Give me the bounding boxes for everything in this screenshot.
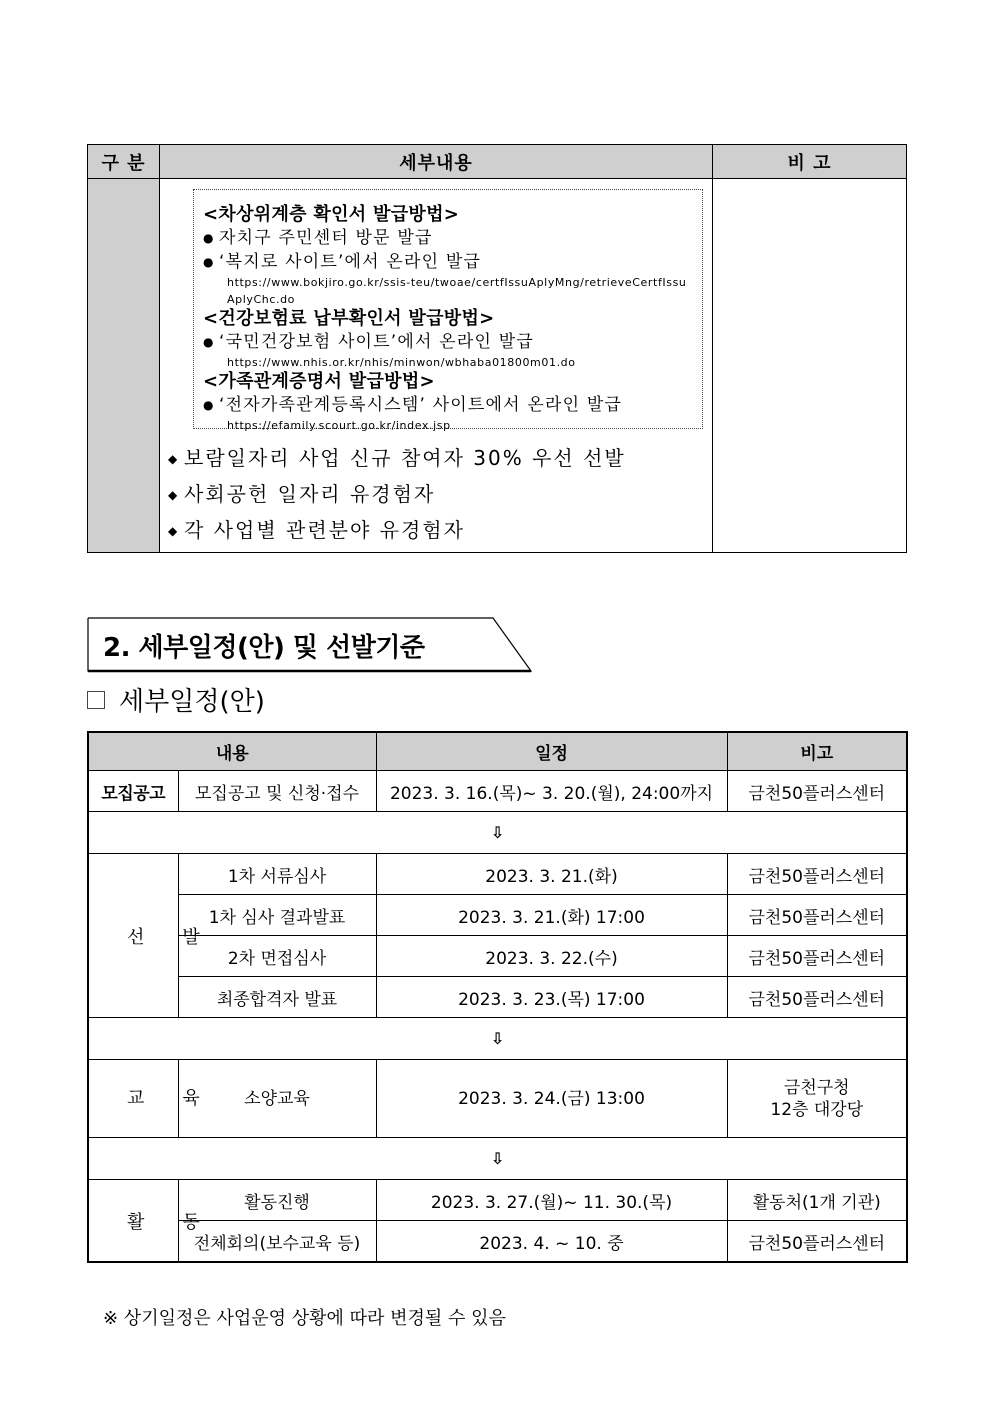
item-cell: 전체회의(보수교육 등) (178, 1221, 376, 1263)
item-cell: 최종합격자 발표 (178, 977, 376, 1018)
date-cell: 2023. 3. 21.(화) (376, 854, 727, 895)
section-title-box (87, 617, 532, 672)
date-cell: 2023. 3. 24.(금) 13:00 (376, 1060, 727, 1138)
header-schedule: 일정 (376, 732, 727, 771)
place-cell: 활동처(1개 기관) (727, 1180, 907, 1221)
header-note: 비고 (727, 732, 907, 771)
efamily-url-link[interactable]: https://efamily.scourt.go.kr/index.jsp (227, 419, 451, 432)
item-cell: 모집공고 및 신청·접수 (178, 771, 376, 812)
bokjiro-url-link[interactable]: https://www.bokjiro.go.kr/ssis-teu/twoae/certfIssuAplyMng/retrieveCertfIssuAplyChc.do (227, 276, 687, 306)
content-cell (160, 179, 713, 553)
bullet-icon: ◆ (168, 523, 180, 538)
date-cell: 2023. 3. 16.(목)~ 3. 20.(월), 24:00까지 (376, 771, 727, 812)
table-row (88, 1180, 907, 1221)
category-education: 교육 (88, 1060, 178, 1138)
header-content: 내용 (88, 732, 376, 771)
down-arrow-icon: ⇩ (88, 1138, 907, 1180)
bullet-icon: ● (203, 231, 215, 245)
info-item: ● 자치구 주민센터 방문 발급 (203, 228, 433, 248)
date-cell: 2023. 3. 21.(화) 17:00 (376, 895, 727, 936)
category-activity: 활동 (88, 1180, 178, 1263)
item-cell: 1차 서류심사 (178, 854, 376, 895)
date-cell: 2023. 3. 23.(목) 17:00 (376, 977, 727, 1018)
bullet-icon: ● (203, 335, 215, 349)
item-cell: 2차 면접심사 (178, 936, 376, 977)
document-issuance-info-box (193, 189, 703, 432)
info-heading: <차상위계층 확인서 발급방법> (203, 204, 460, 225)
subheading: 세부일정(안) (87, 681, 265, 718)
item-cell: 활동진행 (178, 1180, 376, 1221)
list-item: ◆ 각 사업별 관련분야 유경험자 (160, 513, 712, 549)
table-row (88, 854, 907, 895)
item-cell: 소양교육 (178, 1060, 376, 1138)
square-icon (87, 691, 105, 709)
down-arrow-icon: ⇩ (88, 1018, 907, 1060)
eligibility-table (87, 144, 907, 553)
bigo-cell (713, 179, 907, 553)
bullet-icon: ● (203, 255, 215, 269)
table-row (88, 1060, 907, 1138)
table-row (88, 977, 907, 1018)
date-cell: 2023. 3. 27.(월)~ 11. 30.(목) (376, 1180, 727, 1221)
header-content: 세부내용 (160, 145, 713, 179)
schedule-table (87, 731, 908, 1263)
info-item: ● ‘국민건강보험 사이트’에서 온라인 발급 (203, 332, 534, 352)
info-item: ● ‘복지로 사이트’에서 온라인 발급 (203, 252, 482, 272)
nhis-url-link[interactable]: https://www.nhis.or.kr/nhis/minwon/wbhaba01800m01.do (227, 356, 576, 369)
down-arrow-icon: ⇩ (88, 812, 907, 854)
bullet-icon: ● (203, 398, 215, 412)
item-cell: 1차 심사 결과발표 (178, 895, 376, 936)
gubun-cell (88, 179, 160, 553)
place-cell: 금천50플러스센터 (727, 895, 907, 936)
place-cell: 금천50플러스센터 (727, 977, 907, 1018)
table-row (88, 771, 907, 812)
category-selection: 선발 (88, 854, 178, 1018)
priority-criteria-list (160, 429, 712, 552)
place-cell: 금천50플러스센터 (727, 771, 907, 812)
header-gubun: 구 분 (88, 145, 160, 179)
list-item: ◆ 보람일자리 사업 신규 참여자 30% 우선 선발 (160, 441, 712, 477)
place-cell: 금천구청 12층 대강당 (727, 1060, 907, 1138)
info-heading: <건강보험료 납부확인서 발급방법> (203, 308, 495, 329)
date-cell: 2023. 3. 22.(수) (376, 936, 727, 977)
bullet-icon: ◆ (168, 452, 180, 467)
header-bigo: 비 고 (713, 145, 907, 179)
place-cell: 금천50플러스센터 (727, 854, 907, 895)
date-cell: 2023. 4. ~ 10. 중 (376, 1221, 727, 1263)
footnote: ※ 상기일정은 사업운영 상황에 따라 변경될 수 있음 (103, 1308, 506, 1329)
place-cell: 금천50플러스센터 (727, 1221, 907, 1263)
section-title: 2. 세부일정(안) 및 선발기준 (103, 633, 425, 663)
info-item: ● ‘전자가족관계등록시스템’ 사이트에서 온라인 발급 (203, 395, 623, 415)
place-cell: 금천50플러스센터 (727, 936, 907, 977)
info-heading: <가족관계증명서 발급방법> (203, 371, 435, 392)
category-recruit: 모집공고 (88, 771, 178, 812)
bullet-icon: ◆ (168, 488, 180, 502)
list-item: ◆ 사회공헌 일자리 유경험자 (160, 477, 712, 513)
